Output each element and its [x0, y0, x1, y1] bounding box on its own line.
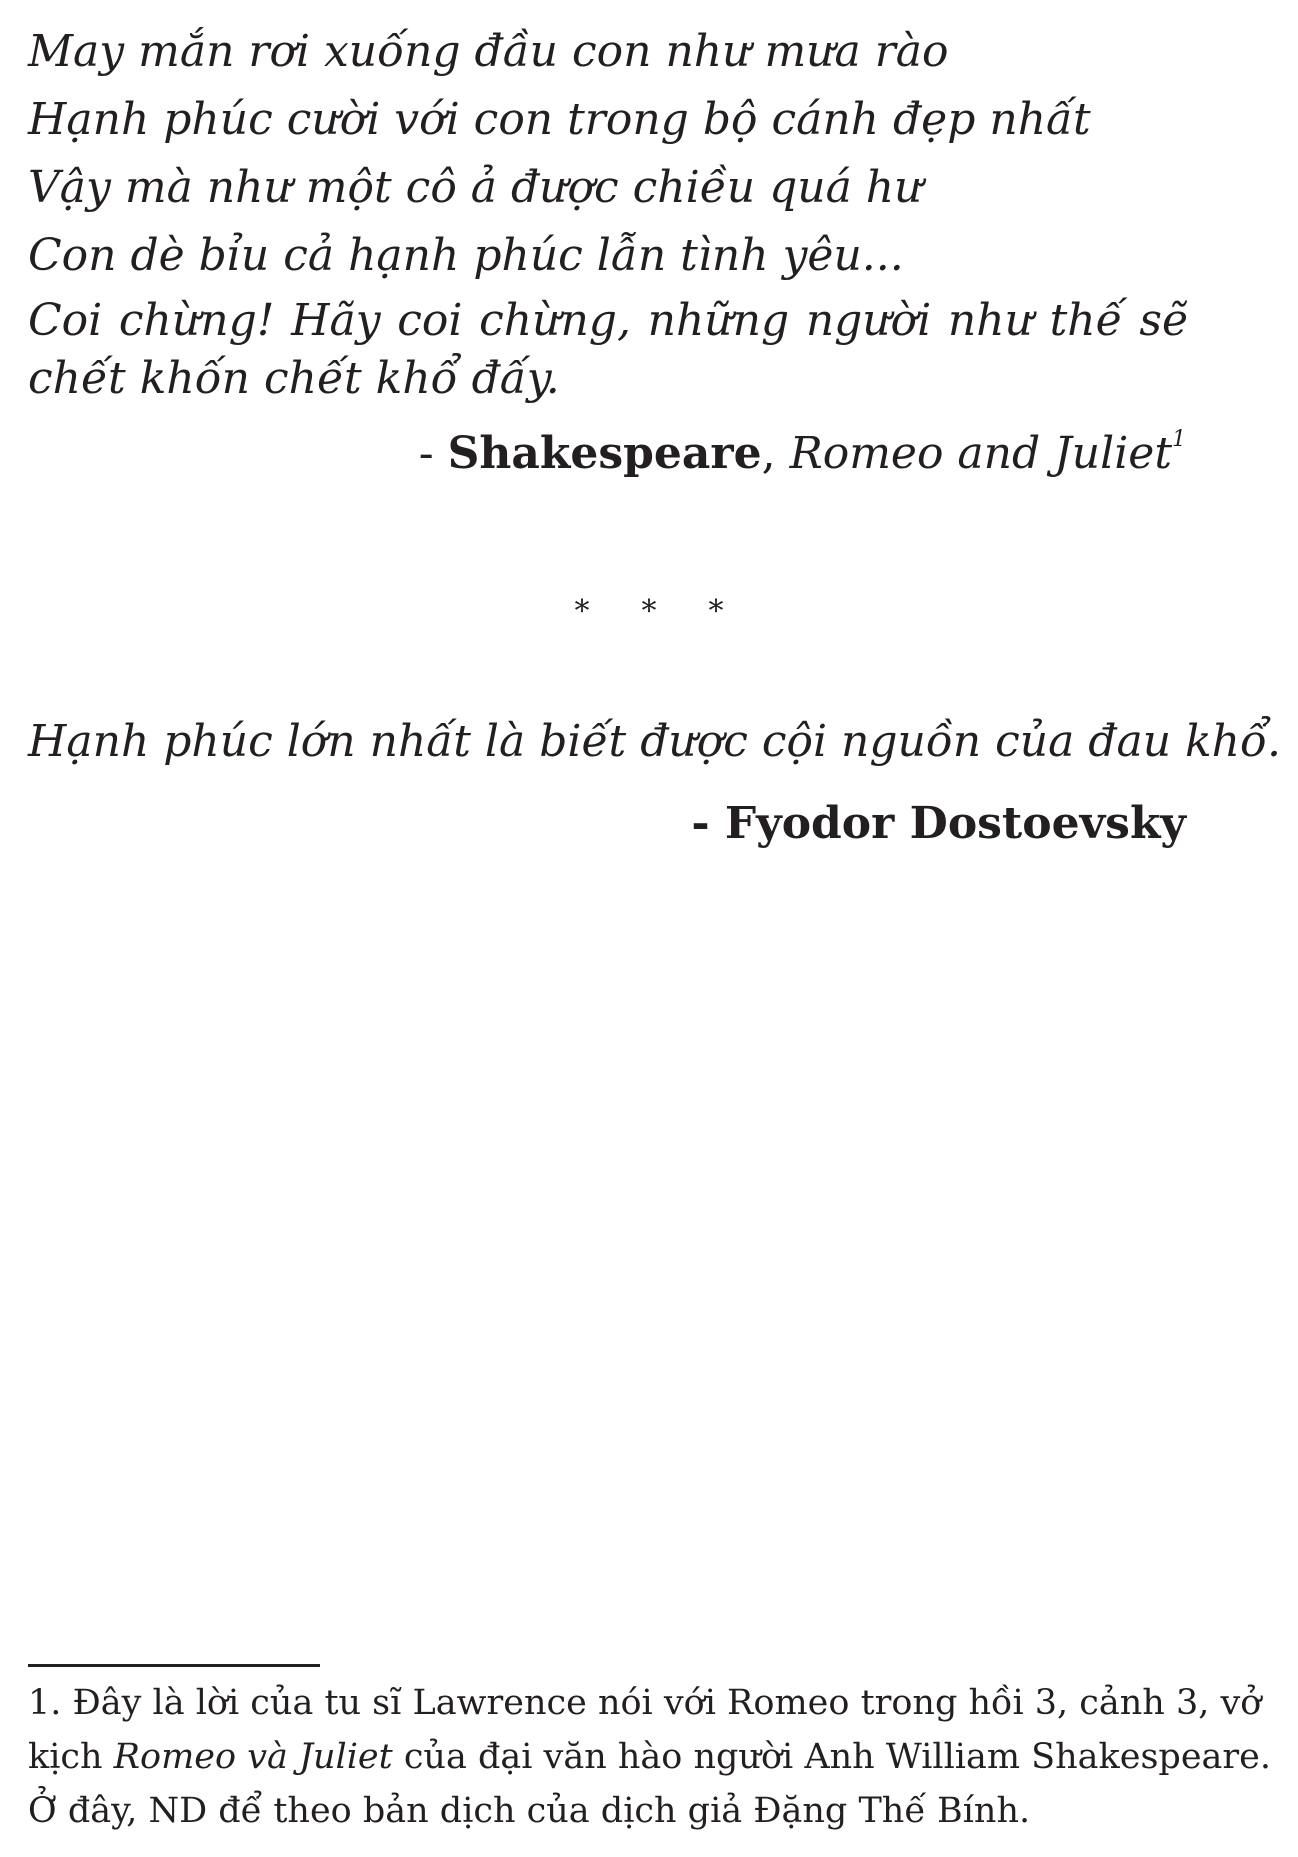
dostoevsky-attribution — [691, 796, 1186, 852]
separator-star: * — [574, 594, 590, 629]
dostoevsky-quote: Hạnh phúc lớn nhất là biết được cội nguồn của đau khổ. — [28, 716, 1281, 767]
attribution-separator: , — [761, 428, 790, 479]
poem-line: Coi chừng! Hãy coi chừng, những người như thế sẽ chết khốn chết khổ đấy. — [28, 295, 1188, 404]
poem-line: May mắn rơi xuống đầu con như mưa rào — [28, 26, 949, 77]
attribution-work: Romeo and Juliet — [789, 428, 1172, 479]
attribution-author: Shakespeare — [447, 428, 762, 479]
footnote-reference: 1 — [1172, 427, 1186, 452]
attribution-author: - Fyodor Dostoevsky — [691, 798, 1186, 849]
footnote-line — [28, 1730, 1271, 1784]
shakespeare-attribution — [419, 426, 1186, 482]
poem-line: Con dè bỉu cả hạnh phúc lẫn tình yêu... — [28, 230, 904, 281]
footnote-work-title: Romeo và Juliet — [113, 1737, 393, 1777]
footnote-line: 1. Đây là lời của tu sĩ Lawrence nói với Romeo trong hồi 3, cảnh 3, vở — [28, 1683, 1262, 1723]
footnote-line: Ở đây, ND để theo bản dịch của dịch giả Đặng Thế Bính. — [28, 1791, 1031, 1831]
footnote-divider — [28, 1664, 320, 1667]
separator-star: * — [708, 594, 724, 629]
footnote — [28, 1676, 1271, 1838]
section-separator — [0, 592, 1298, 632]
poem-epigraph — [28, 18, 1188, 408]
poem-line: Hạnh phúc cười với con trong bộ cánh đẹp nhất — [28, 94, 1091, 145]
footnote-text: của đại văn hào người Anh William Shakespeare. — [392, 1737, 1271, 1777]
poem-line: Vậy mà như một cô ả được chiều quá hư — [28, 162, 923, 213]
separator-star: * — [641, 594, 657, 629]
attribution-dash: - — [418, 428, 448, 479]
footnote-text: kịch — [28, 1737, 114, 1777]
